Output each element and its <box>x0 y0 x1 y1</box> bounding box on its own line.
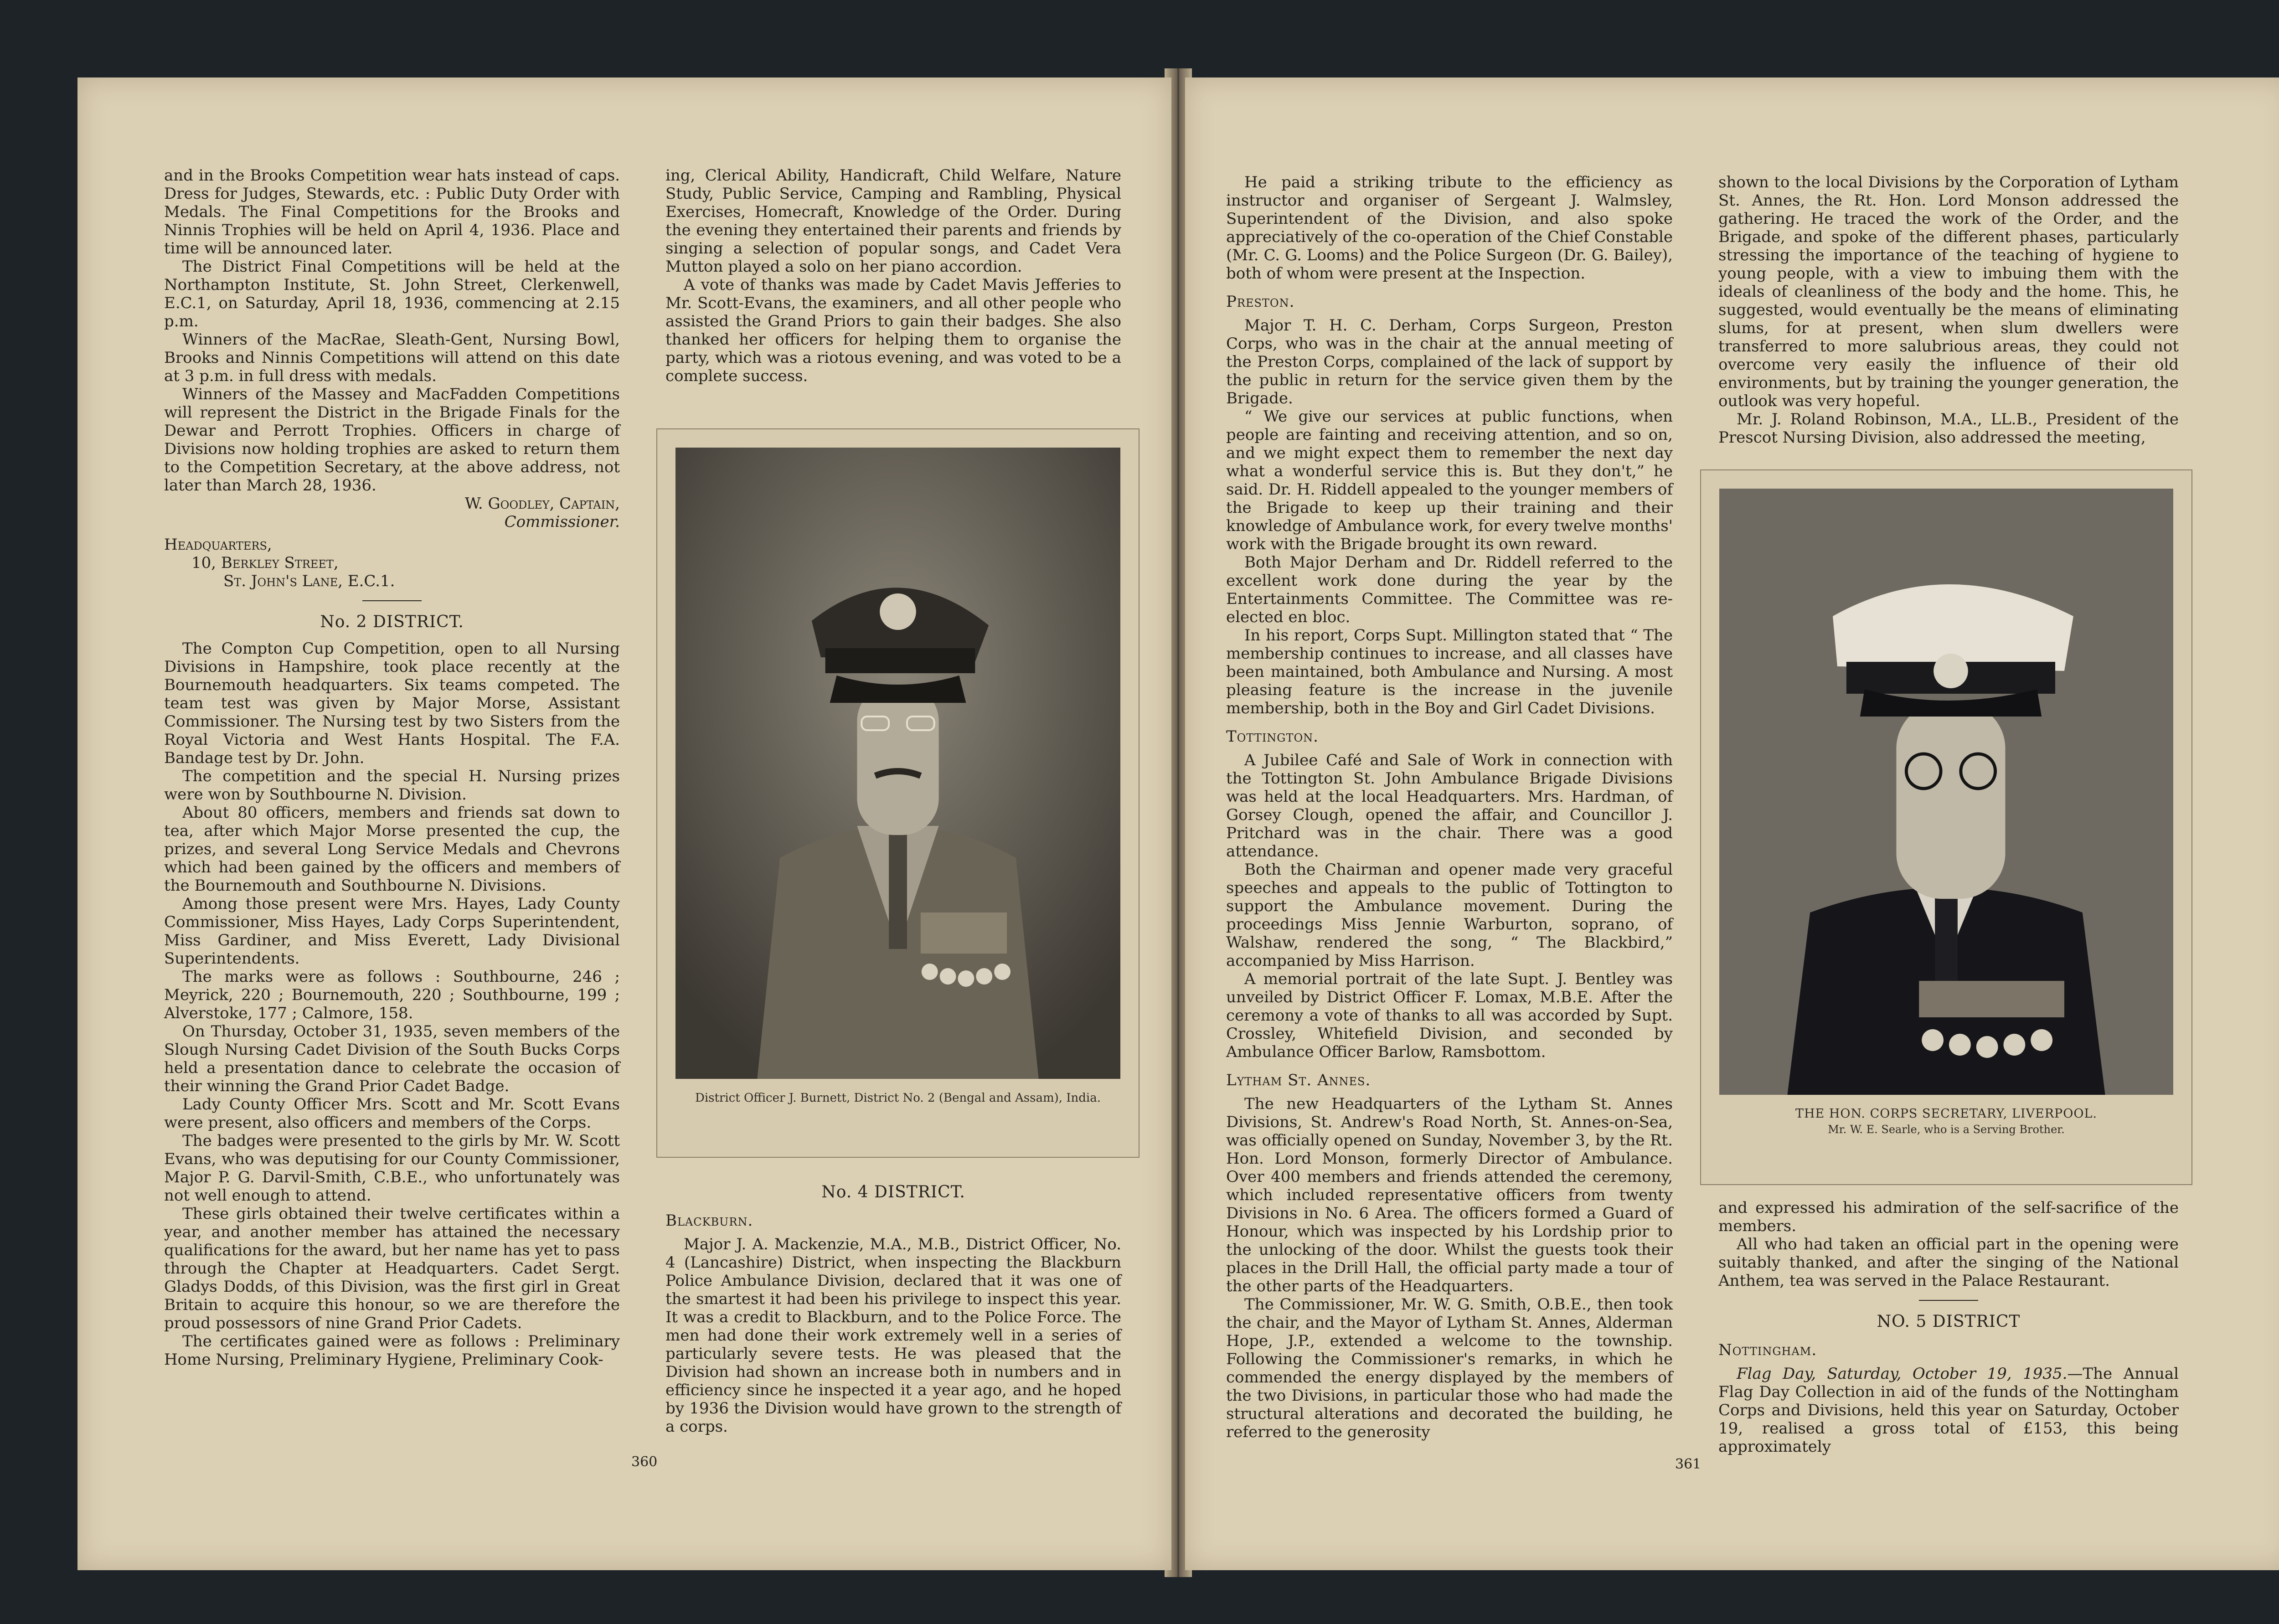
photo-figure-left <box>656 428 1140 1158</box>
paragraph: He paid a striking tribute to the efficiency as instructor and organiser of Sergeant J. Walmsley, Superintendent of the Division, and also spoke appreciatively of the co-operation of the Chief Constable (Mr. C. G. Looms) and the Police Surgeon (Dr. G. Bailey), both of whom were present at the Inspection. <box>1226 173 1673 283</box>
paragraph: and expressed his admiration of the self-sacrifice of the members. <box>1718 1199 2179 1235</box>
section-divider <box>1919 1300 1978 1301</box>
paragraph: In his report, Corps Supt. Millington stated that “ The membership continues to increase, and all classes have been maintained, both Ambulance and Nursing. A most pleasing feature is the increase in the juvenile membership, both in the Boy and Girl Cadet Divisions. <box>1226 626 1673 717</box>
paragraph: Major T. H. C. Derham, Corps Surgeon, Preston Corps, who was in the chair at the annual meeting of the Preston Corps, complained of the lack of support by the public in return for the service given them by the Brigade. <box>1226 316 1673 407</box>
section-heading: No. 2 DISTRICT. <box>320 613 464 631</box>
paragraph: A Jubilee Café and Sale of Work in connection with the Tottington St. John Ambulance Brigade Divisions was held at the local Headquarters. Mrs. Hardman, of Gorsey Clough, opened the affair, and Councillor J. Pritchard was in the chair. There was a good attendance. <box>1226 751 1673 861</box>
page-number: 361 <box>1675 1456 1702 1472</box>
paragraph: Both Major Derham and Dr. Riddell referred to the excellent work done during the year by the Entertainments Committee. The Committee was re-elected en bloc. <box>1226 553 1673 626</box>
subsection-heading: Lytham St. Annes. <box>1226 1071 1371 1089</box>
right-page <box>1185 77 2279 1570</box>
paragraph: About 80 officers, members and friends sat down to tea, after which Major Morse presented the cup, the prizes, and several Long Service Medals and Chevrons which had been gained by the officers and members of the Bournemouth and Southbourne N. Divisions. <box>164 804 620 895</box>
paragraph: These girls obtained their twelve certificates within a year, and another member has attained the necessary qualifications for the award, but her name has yet to pass through the Chapter at Headquarters. Cadet Sergt. Gladys Dodds, of this Division, was the first girl in Great Britain to acquire this honour, so we are therefore the proud possessors of nine Grand Prior Cadets. <box>164 1205 620 1332</box>
paragraph: ing, Clerical Ability, Handicraft, Child Welfare, Nature Study, Public Service, Camping and Rambling, Physical Exercises, Homecraft, Knowledge of the Order. During the evening they entertained their parents and friends by singing a selection of popular songs, and Cadet Vera Mutton played a solo on her piano accordion. <box>665 166 1121 276</box>
paragraph: The marks were as follows : Southbourne, 246 ; Meyrick, 220 ; Bournemouth, 220 ; Southbourne, 199 ; Alverstoke, 177 ; Calmore, 158. <box>164 968 620 1022</box>
paragraph: Winners of the Massey and MacFadden Competitions will represent the District in the Brigade Finals for the Dewar and Perrott Trophies. Officers in charge of Divisions now holding trophies are asked to return them to the Competition Secretary, at the above address, not later than March 28, 1936. <box>164 385 620 495</box>
paragraph: The new Headquarters of the Lytham St. Annes Divisions, St. Andrew's Road North, St. Annes-on-Sea, was officially opened on Sunday, November 3, by the Rt. Hon. Lord Monson, formerly Director of Ambulance. Over 400 members and friends attended the ceremony, which included representative officers from twenty Divisions in No. 6 Area. The officers formed a Guard of Honour, which was inspected by his Lordship prior to the unlocking of the door. Whilst the guests took their places in the Drill Hall, the official party made a tour of the other parts of the Headquarters. <box>1226 1095 1673 1295</box>
section-heading: NO. 5 DISTRICT <box>1877 1312 2021 1331</box>
signature: W. Goodley, Captain, <box>464 495 620 513</box>
photo-caption-title: THE HON. CORPS SECRETARY, LIVERPOOL. <box>1795 1107 2097 1121</box>
paragraph: The Commissioner, Mr. W. G. Smith, O.B.E., then took the chair, and the Mayor of Lytham St. Annes, Alderman Hope, J.P., extended a welcome to the township. Following the Commissioner's remarks, in which he commended the energy displayed by the members of the two Divisions, in particular those who had made the structural alterations and decorated the building, he referred to the generosity <box>1226 1295 1673 1441</box>
right-column-1 <box>1226 173 1673 1441</box>
paragraph: “ We give our services at public functions, when people are fainting and receiving attention, and so on, and we might expect them to remember the next day what a wonderful service this is. But they don't,” he said. Dr. H. Riddell appealed to the younger members of the Brigade to keep up their training and their knowledge of Ambulance work, for every twelve months' work with the Brigade brought its own reward. <box>1226 407 1673 553</box>
right-column-2-lower <box>1718 1199 2179 1456</box>
paragraph: Lady County Officer Mrs. Scott and Mr. Scott Evans were present, also officers and members of the Corps. <box>164 1095 620 1132</box>
signature-title: Commissioner. <box>504 513 620 531</box>
paragraph: The competition and the special H. Nursing prizes were won by Southbourne N. Division. <box>164 767 620 804</box>
paragraph: shown to the local Divisions by the Corporation of Lytham St. Annes, the Rt. Hon. Lord Monson addressed the gathering. He traced the work of the Order, and the Brigade, and spoke of the different phases, particularly stressing the importance of the teaching of hygiene to young people, with a view to imbuing them with the ideals of cleanliness of the body and the home. This, he suggested, would eventually be the means of eliminating slums, for at present, when slum dwellers were transferred to more salubrious areas, they could not overcome very easily the influence of their old environments, but by training the younger generation, the outlook was very hopeful. <box>1718 173 2179 410</box>
dateline: Flag Day, Saturday, October 19, 1935. <box>1737 1365 2068 1383</box>
paragraph: Both the Chairman and opener made very graceful speeches and appeals to the public of Tottington to support the Ambulance movement. During the proceedings Miss Jennie Warburton, soprano, of Walshaw, rendered the song, “ The Blackbird,” accompanied by Miss Harrison. <box>1226 861 1673 970</box>
photo-figure-right <box>1700 469 2192 1185</box>
subsection-heading: Preston. <box>1226 293 1295 311</box>
page-number: 360 <box>631 1454 658 1470</box>
paragraph: The District Final Competitions will be held at the Northampton Institute, St. John Street, Clerkenwell, E.C.1, on Saturday, April 18, 1936, commencing at 2.15 p.m. <box>164 258 620 330</box>
address-block <box>164 536 620 590</box>
paragraph: All who had taken an official part in the opening were suitably thanked, and after the singing of the National Anthem, tea was served in the Palace Restaurant. <box>1718 1235 2179 1290</box>
paragraph: The Compton Cup Competition, open to all Nursing Divisions in Hampshire, took place recently at the Bournemouth headquarters. Six teams competed. The team test was given by Major Morse, Assistant Commissioner. The Nursing test by two Sisters from the Royal Victoria and West Hants Hospital. The F.A. Bandage test by Dr. John. <box>164 639 620 767</box>
left-column-2 <box>665 166 1121 385</box>
left-column-1 <box>164 166 620 1369</box>
photo-caption: District Officer J. Burnett, District No. 2 (Bengal and Assam), India. <box>695 1091 1101 1105</box>
left-column-2-lower <box>665 1171 1121 1436</box>
portrait-photo <box>1719 489 2173 1095</box>
paragraph <box>1718 1365 2179 1456</box>
section-divider <box>362 600 422 601</box>
address-line: St. John's Lane, E.C.1. <box>223 572 395 590</box>
paragraph: Among those present were Mrs. Hayes, Lady County Commissioner, Miss Hayes, Lady Corps Superintendent, Miss Gardiner, and Miss Everett, Lady Divisional Superintendents. <box>164 895 620 968</box>
paragraph-text: —The Annual Flag Day Collection in aid of the funds of the Nottingham Corps and Divisions, held this year on Saturday, October 19, realised a gross total of £153, this being approximately <box>1718 1365 2179 1456</box>
portrait-photo <box>675 448 1120 1079</box>
address-line: Headquarters, <box>164 536 272 554</box>
section-heading: No. 4 DISTRICT. <box>821 1183 965 1201</box>
paragraph: The certificates gained were as follows : Preliminary Home Nursing, Preliminary Hygiene, Preliminary Cook- <box>164 1332 620 1369</box>
paragraph: Winners of the MacRae, Sleath-Gent, Nursing Bowl, Brooks and Ninnis Competitions will attend on this date at 3 p.m. in full dress with medals. <box>164 330 620 385</box>
left-page <box>77 77 1171 1570</box>
photo-caption-subtitle: Mr. W. E. Searle, who is a Serving Brother. <box>1828 1123 2065 1136</box>
right-column-2 <box>1718 173 2179 447</box>
subsection-heading: Nottingham. <box>1718 1341 1817 1359</box>
officer-portrait-icon <box>675 448 1120 1079</box>
uniformed-man-portrait-icon <box>1719 489 2173 1095</box>
address-line: 10, Berkley Street, <box>191 554 339 572</box>
paragraph: On Thursday, October 31, 1935, seven members of the Slough Nursing Cadet Division of the South Bucks Corps held a presentation dance to celebrate the occasion of their winning the Grand Prior Cadet Badge. <box>164 1022 620 1095</box>
paragraph: The badges were presented to the girls by Mr. W. Scott Evans, who was deputising for our County Commissioner, Major P. G. Darvil-Smith, C.B.E., who unfortunately was not well enough to attend. <box>164 1132 620 1205</box>
subsection-heading: Blackburn. <box>665 1212 753 1230</box>
subsection-heading: Tottington. <box>1226 727 1319 746</box>
paragraph: and in the Brooks Competition wear hats instead of caps. Dress for Judges, Stewards, etc. : Public Duty Order with Medals. The Final Competitions for the Brooks and Ninnis Trophies will be held on April 4, 1936. Place and time will be announced later. <box>164 166 620 258</box>
paragraph: Mr. J. Roland Robinson, M.A., LL.B., President of the Prescot Nursing Division, also addressed the meeting, <box>1718 410 2179 447</box>
paragraph: A memorial portrait of the late Supt. J. Bentley was unveiled by District Officer F. Lomax, M.B.E. After the ceremony a vote of thanks to all was accorded by Supt. Crossley, Whitefield Division, and seconded by Ambulance Officer Barlow, Ramsbottom. <box>1226 970 1673 1061</box>
paragraph: Major J. A. Mackenzie, M.A., M.B., District Officer, No. 4 (Lancashire) District, when inspecting the Blackburn Police Ambulance Division, declared that it was one of the smartest it had been his privilege to inspect this year. It was a credit to Blackburn, and to the Police Force. The men had done their work extremely well in a series of particularly severe tests. He was pleased that the Division had shown an increase both in numbers and in efficiency since he inspected it a year ago, and he hoped by 1936 the Division would have grown to the strength of a corps. <box>665 1235 1121 1436</box>
paragraph: A vote of thanks was made by Cadet Mavis Jefferies to Mr. Scott-Evans, the examiners, and all other people who assisted the Grand Priors to gain their badges. She also thanked her officers for helping them to organise the party, which was a riotous evening, and was voted to be a complete success. <box>665 276 1121 385</box>
